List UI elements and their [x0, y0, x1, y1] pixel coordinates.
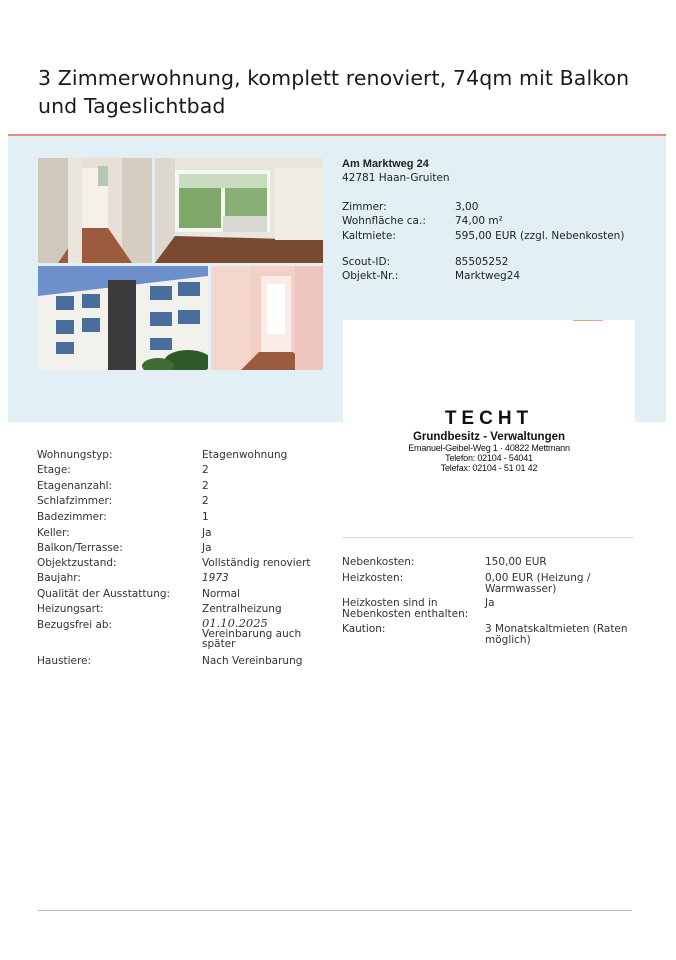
- detail-value-condition: Vollständig renoviert: [202, 557, 311, 569]
- detail-label-heating-type: Heizungsart:: [37, 603, 104, 615]
- scout-id-value: 85505252: [455, 256, 509, 268]
- cost-value-service-charges: 150,00 EUR: [485, 556, 547, 568]
- detail-value-pets: Nach Vereinbarung: [202, 655, 303, 667]
- detail-label-floor-count: Etagenanzahl:: [37, 480, 113, 492]
- stamp-edge-mark: [573, 320, 603, 321]
- agency-address: Emanuel-Geibel-Weg 1 · 40822 Mettmann: [408, 443, 570, 453]
- footer-divider: [38, 910, 632, 911]
- cost-label-heating-included: Heizkosten sind in Nebenkosten enthalten:: [342, 597, 469, 620]
- detail-value-floor: 2: [202, 464, 209, 476]
- agency-name: TECHT: [444, 408, 534, 429]
- agency-subtitle: Grundbesitz - Verwaltungen: [412, 431, 566, 443]
- address-city: 42781 Haan-Gruiten: [342, 172, 450, 184]
- detail-label-available-from: Bezugsfrei ab:: [37, 619, 113, 631]
- detail-value-balcony: Ja: [202, 542, 212, 554]
- detail-label-year-built: Baujahr:: [37, 572, 81, 584]
- scout-id-label: Scout-ID:: [342, 256, 391, 268]
- costs-divider: [342, 537, 634, 538]
- summary-value-living-area: 74,00 m²: [455, 215, 503, 227]
- detail-value-floor-count: 2: [202, 480, 209, 492]
- detail-label-bedrooms: Schlafzimmer:: [37, 495, 113, 507]
- cost-value-deposit: 3 Monatskaltmieten (Raten möglich): [485, 623, 628, 646]
- photo-hallway: [38, 158, 152, 263]
- detail-value-cellar: Ja: [202, 527, 212, 539]
- cost-value-heating-costs: 0,00 EUR (Heizung / Warmwasser): [485, 572, 591, 595]
- summary-label-living-area: Wohnfläche ca.:: [342, 215, 426, 227]
- detail-label-condition: Objektzustand:: [37, 557, 117, 569]
- agency-phone: Telefon: 02104 - 54041: [445, 453, 533, 463]
- agency-fax: Telefax: 02104 - 51 01 42: [440, 463, 538, 473]
- cost-label-service-charges: Nebenkosten:: [342, 556, 415, 568]
- detail-value-equipment-quality: Normal: [202, 588, 240, 600]
- detail-label-floor: Etage:: [37, 464, 71, 476]
- detail-label-pets: Haustiere:: [37, 655, 92, 667]
- detail-label-apartment-type: Wohnungstyp:: [37, 449, 113, 461]
- detail-label-cellar: Keller:: [37, 527, 70, 539]
- photo-interior-door: [211, 266, 323, 370]
- listing-title: 3 Zimmerwohnung, komplett renoviert, 74qm mit Balkon und Tageslichtbad: [38, 66, 630, 118]
- photo-building-exterior: [38, 266, 208, 370]
- cost-value-heating-included: Ja: [485, 597, 495, 609]
- cost-label-deposit: Kaution:: [342, 623, 386, 635]
- detail-label-balcony: Balkon/Terrasse:: [37, 542, 123, 554]
- summary-value-cold-rent: 595,00 EUR (zzgl. Nebenkosten): [455, 230, 625, 242]
- detail-value-apartment-type: Etagenwohnung: [202, 449, 288, 461]
- detail-value-available-from: 01.10.2025: [202, 616, 268, 630]
- photo-living-room: [155, 158, 323, 263]
- address-street: Am Marktweg 24: [342, 158, 429, 170]
- detail-value-year-built: 1973: [202, 572, 229, 584]
- summary-label-cold-rent: Kaltmiete:: [342, 230, 396, 242]
- detail-note-available-from: Vereinbarung auch später: [202, 628, 302, 650]
- detail-label-equipment-quality: Qualität der Ausstattung:: [37, 588, 171, 600]
- detail-value-bedrooms: 2: [202, 495, 209, 507]
- summary-label-rooms: Zimmer:: [342, 201, 387, 213]
- agency-stamp: [343, 408, 635, 473]
- detail-value-bathrooms: 1: [202, 511, 209, 523]
- cost-label-heating-costs: Heizkosten:: [342, 572, 404, 584]
- summary-value-rooms: 3,00: [455, 201, 479, 213]
- object-number-value: Marktweg24: [455, 270, 521, 282]
- detail-label-bathrooms: Badezimmer:: [37, 511, 107, 523]
- object-number-label: Objekt-Nr.:: [342, 270, 399, 282]
- detail-value-heating-type: Zentralheizung: [202, 603, 282, 615]
